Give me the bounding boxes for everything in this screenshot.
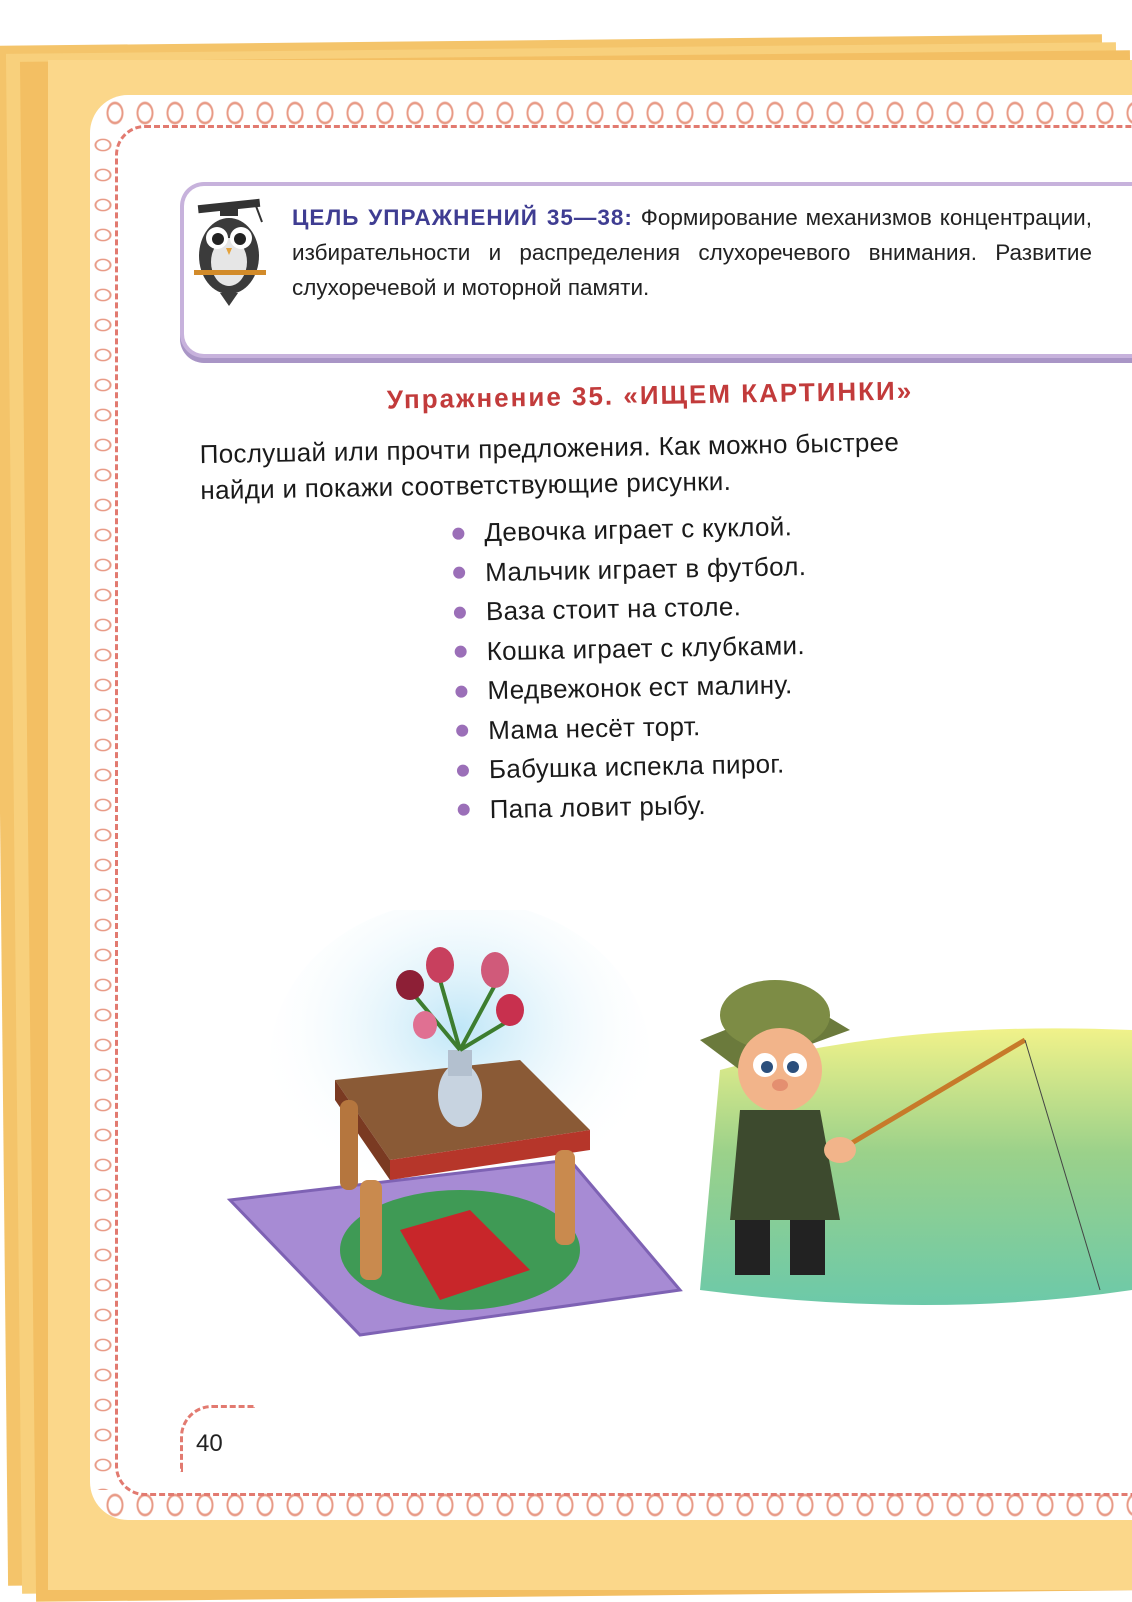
bullet-icon — [455, 685, 467, 697]
bullet-icon — [454, 606, 466, 618]
instructions-line-1: Послушай или прочти предложения. Как можно быстрее — [199, 426, 900, 470]
scallop-border-left — [88, 130, 118, 1490]
page-number: 40 — [196, 1430, 223, 1457]
list-item-text: Папа ловит рыбу. — [489, 789, 707, 824]
list-item-text: Ваза стоит на столе. — [485, 591, 742, 627]
bullet-icon — [452, 527, 464, 539]
list-item-text: Мама несёт торт. — [487, 710, 701, 745]
scallop-border-top — [100, 98, 1132, 128]
goal-description: Формирование механизмов концентрации, избирательности и распределения слухоречевого внимания. Развитие слухоречевой и моторной памяти. — [292, 205, 1092, 300]
bullet-icon — [456, 725, 468, 737]
owl-icon — [190, 198, 268, 308]
vase-on-table-illustration — [210, 910, 690, 1350]
bullet-icon — [453, 567, 465, 579]
goal-text — [292, 200, 1092, 305]
list-item-text: Кошка играет с клубками. — [486, 629, 806, 666]
bullet-icon — [457, 764, 469, 776]
bullet-icon — [455, 646, 467, 658]
sentence-list — [452, 502, 1058, 829]
goal-title: ЦЕЛЬ УПРАЖНЕНИЙ 35—38: — [292, 205, 633, 230]
bullet-icon — [458, 804, 470, 816]
list-item-text: Медвежонок ест малину. — [487, 669, 793, 706]
list-item-text: Мальчик играет в футбол. — [484, 550, 807, 587]
instructions-line-2: найди и покажи соответствующие рисунки. — [200, 465, 732, 506]
exercise-title: Упражнение 35. «ИЩЕМ КАРТИНКИ» — [386, 375, 914, 415]
list-item-text: Девочка играет с куклой. — [484, 511, 793, 548]
list-item-text: Бабушка испекла пирог. — [488, 748, 785, 785]
boy-fishing-illustration — [680, 960, 1132, 1320]
